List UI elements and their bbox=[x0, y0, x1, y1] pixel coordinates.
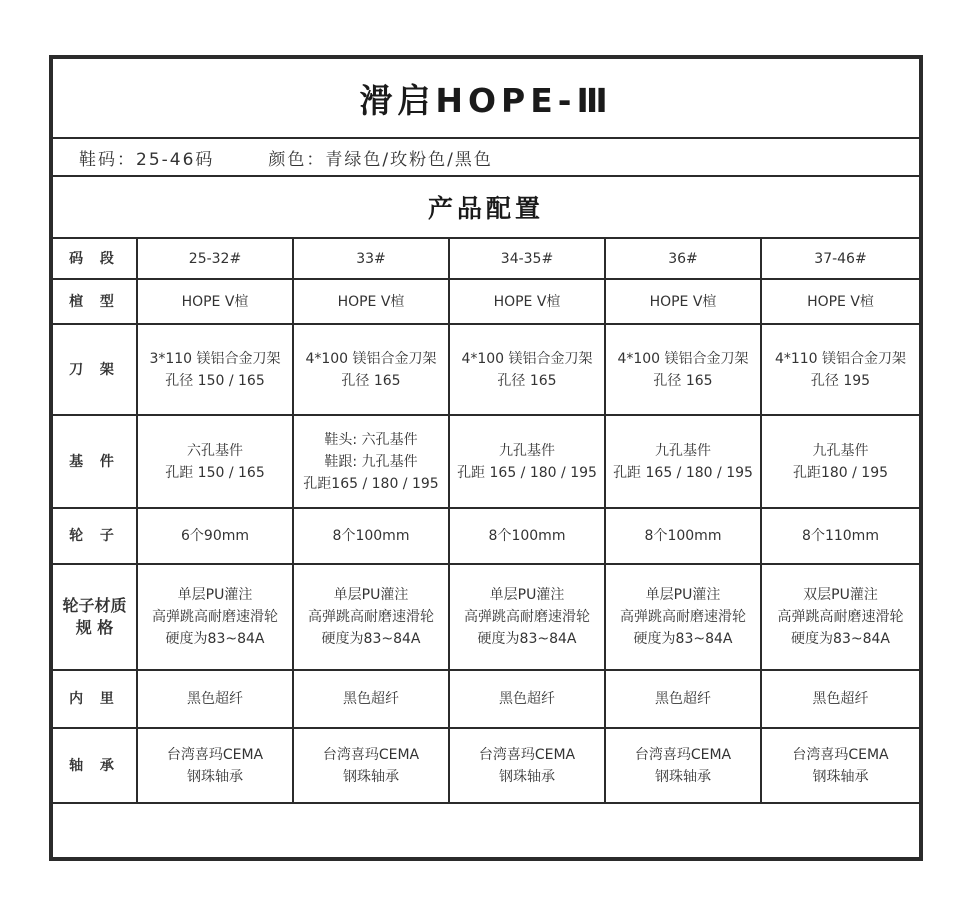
spec-cell-line: 硬度为83~84A bbox=[477, 631, 577, 647]
color-info: 颜色：青绿色/玫粉色/黑色 bbox=[268, 149, 493, 170]
info-row bbox=[53, 139, 919, 177]
spec-cell-line: 孔距180 / 195 bbox=[792, 464, 889, 481]
spec-row bbox=[53, 324, 919, 415]
spec-cell-line: 钢珠轴承 bbox=[655, 768, 711, 785]
spec-cell-line: 鞋跟: 九孔基件 bbox=[324, 453, 418, 470]
spec-cell-line: 8个110mm bbox=[802, 528, 879, 544]
spec-row bbox=[53, 415, 919, 508]
spec-cell bbox=[761, 324, 919, 415]
spec-cell-line: 硬度为83~84A bbox=[165, 631, 265, 647]
spec-cell-line: 孔径 195 bbox=[810, 372, 871, 389]
spec-row bbox=[53, 508, 919, 564]
spec-cell-line: 钢珠轴承 bbox=[812, 768, 869, 785]
row-label bbox=[53, 564, 137, 670]
spec-table bbox=[53, 239, 919, 804]
spec-cell-line: 单层PU灌注 bbox=[333, 587, 409, 603]
spec-cell-line: 高弹跳高耐磨速滑轮 bbox=[777, 609, 904, 625]
spec-row bbox=[53, 279, 919, 324]
spec-cell bbox=[137, 508, 293, 564]
spec-row bbox=[53, 670, 919, 728]
spec-cell-line: 单层PU灌注 bbox=[177, 587, 253, 603]
spec-cell-line: 台湾喜玛CEMA bbox=[322, 746, 420, 763]
spec-cell-line: 单层PU灌注 bbox=[645, 587, 721, 603]
spec-cell-line: 黑色超纤 bbox=[343, 691, 399, 707]
spec-cell bbox=[605, 279, 761, 324]
spec-cell-line: 黑色超纤 bbox=[655, 691, 711, 707]
spec-cell bbox=[761, 728, 919, 803]
spec-cell-line: 黑色超纤 bbox=[187, 691, 243, 707]
spec-cell bbox=[605, 670, 761, 728]
spec-cell-line: 孔径 165 bbox=[341, 372, 401, 389]
spec-cell-line: 九孔基件 bbox=[499, 442, 555, 459]
row-label: 轴 承 bbox=[53, 728, 137, 803]
spec-cell bbox=[137, 279, 293, 324]
spec-cell-line: 4*100 镁铝合金刀架 bbox=[617, 350, 749, 367]
spec-cell-line: 孔径 165 bbox=[653, 372, 713, 389]
spec-cell bbox=[761, 415, 919, 508]
spec-cell bbox=[293, 279, 449, 324]
spec-cell-line: HOPE V楦 bbox=[649, 293, 717, 310]
row-label: 基 件 bbox=[53, 415, 137, 508]
spec-cell-line: HOPE V楦 bbox=[181, 293, 249, 310]
spec-cell-line: 孔距 165 / 180 / 195 bbox=[613, 464, 753, 481]
spec-cell-line: 8个100mm bbox=[644, 528, 722, 544]
spec-cell bbox=[293, 564, 449, 670]
spec-cell-line: 孔距165 / 180 / 195 bbox=[303, 475, 439, 492]
row-label-line: 轮子材质 bbox=[62, 596, 127, 615]
spec-cell bbox=[449, 324, 605, 415]
spec-cell-line: 孔距 165 / 180 / 195 bbox=[457, 464, 597, 481]
spec-cell bbox=[293, 324, 449, 415]
section-title: 产品配置 bbox=[53, 177, 919, 239]
spec-cell-line: 硬度为83~84A bbox=[633, 631, 733, 647]
spec-cell-line: 6个90mm bbox=[181, 528, 249, 544]
row-label-line: 规 格 bbox=[75, 618, 114, 637]
spec-cell bbox=[449, 564, 605, 670]
spec-cell bbox=[605, 508, 761, 564]
spec-cell-line: 黑色超纤 bbox=[812, 691, 869, 707]
row-label: 内 里 bbox=[53, 670, 137, 728]
spec-cell-line: HOPE V楦 bbox=[337, 293, 405, 310]
spec-cell-line: 台湾喜玛CEMA bbox=[166, 746, 264, 763]
spec-cell bbox=[761, 670, 919, 728]
footer-blank-area bbox=[53, 807, 919, 857]
spec-cell bbox=[761, 508, 919, 564]
spec-cell-line: HOPE V楦 bbox=[807, 293, 874, 310]
spec-cell-line: 台湾喜玛CEMA bbox=[478, 746, 576, 763]
spec-cell bbox=[449, 415, 605, 508]
spec-cell-line: 8个100mm bbox=[332, 528, 410, 544]
spec-cell-line: 高弹跳高耐磨速滑轮 bbox=[308, 609, 434, 625]
spec-cell bbox=[137, 670, 293, 728]
spec-cell-line: 台湾喜玛CEMA bbox=[634, 746, 732, 763]
spec-sheet-frame bbox=[49, 55, 923, 861]
spec-cell-line: 台湾喜玛CEMA bbox=[792, 746, 889, 763]
spec-cell bbox=[137, 728, 293, 803]
size-range-cell: 37-46# bbox=[761, 239, 919, 279]
spec-cell bbox=[449, 508, 605, 564]
spec-cell bbox=[293, 670, 449, 728]
spec-cell-line: 孔距 150 / 165 bbox=[165, 464, 265, 481]
spec-cell-line: 孔径 150 / 165 bbox=[165, 372, 265, 389]
spec-cell bbox=[137, 564, 293, 670]
spec-cell bbox=[137, 415, 293, 508]
spec-cell bbox=[449, 670, 605, 728]
row-label: 楦 型 bbox=[53, 279, 137, 324]
size-range-cell: 25-32# bbox=[137, 239, 293, 279]
row-label: 码 段 bbox=[53, 239, 137, 279]
spec-cell bbox=[605, 324, 761, 415]
spec-cell-line: 双层PU灌注 bbox=[803, 587, 878, 603]
spec-cell-line: 钢珠轴承 bbox=[343, 768, 399, 785]
spec-cell-line: 单层PU灌注 bbox=[489, 587, 565, 603]
spec-cell bbox=[449, 728, 605, 803]
spec-cell-line: 黑色超纤 bbox=[499, 691, 555, 707]
spec-row bbox=[53, 564, 919, 670]
row-label: 轮 子 bbox=[53, 508, 137, 564]
spec-cell bbox=[293, 415, 449, 508]
product-title: 滑启HOPE-Ⅲ bbox=[53, 59, 919, 139]
spec-cell bbox=[605, 415, 761, 508]
spec-cell-line: 4*100 镁铝合金刀架 bbox=[305, 350, 437, 367]
spec-cell bbox=[605, 564, 761, 670]
spec-cell-line: HOPE V楦 bbox=[493, 293, 561, 310]
size-range-cell: 36# bbox=[605, 239, 761, 279]
row-label: 刀 架 bbox=[53, 324, 137, 415]
spec-cell bbox=[761, 564, 919, 670]
spec-cell-line: 九孔基件 bbox=[812, 442, 869, 459]
spec-cell bbox=[761, 279, 919, 324]
spec-cell-line: 高弹跳高耐磨速滑轮 bbox=[620, 609, 746, 625]
spec-cell-line: 孔径 165 bbox=[497, 372, 557, 389]
spec-cell-line: 九孔基件 bbox=[655, 442, 711, 459]
size-range-row bbox=[53, 239, 919, 279]
spec-cell-line: 钢珠轴承 bbox=[187, 768, 243, 785]
spec-cell-line: 鞋头: 六孔基件 bbox=[324, 431, 418, 448]
spec-cell bbox=[293, 508, 449, 564]
spec-row bbox=[53, 728, 919, 803]
size-range-cell: 33# bbox=[293, 239, 449, 279]
spec-cell-line: 4*110 镁铝合金刀架 bbox=[774, 350, 907, 367]
size-range-cell: 34-35# bbox=[449, 239, 605, 279]
spec-cell-line: 硬度为83~84A bbox=[321, 631, 421, 647]
spec-cell bbox=[293, 728, 449, 803]
shoe-size-info: 鞋码：25-46码 bbox=[79, 149, 215, 170]
spec-cell-line: 8个100mm bbox=[488, 528, 566, 544]
spec-cell-line: 六孔基件 bbox=[187, 442, 243, 459]
spec-cell-line: 高弹跳高耐磨速滑轮 bbox=[464, 609, 590, 625]
spec-cell bbox=[605, 728, 761, 803]
spec-cell-line: 3*110 镁铝合金刀架 bbox=[149, 350, 281, 367]
spec-cell-line: 4*100 镁铝合金刀架 bbox=[461, 350, 593, 367]
spec-cell bbox=[449, 279, 605, 324]
spec-cell bbox=[137, 324, 293, 415]
spec-cell-line: 高弹跳高耐磨速滑轮 bbox=[152, 609, 278, 625]
spec-cell-line: 硬度为83~84A bbox=[791, 631, 890, 647]
spec-cell-line: 钢珠轴承 bbox=[499, 768, 555, 785]
